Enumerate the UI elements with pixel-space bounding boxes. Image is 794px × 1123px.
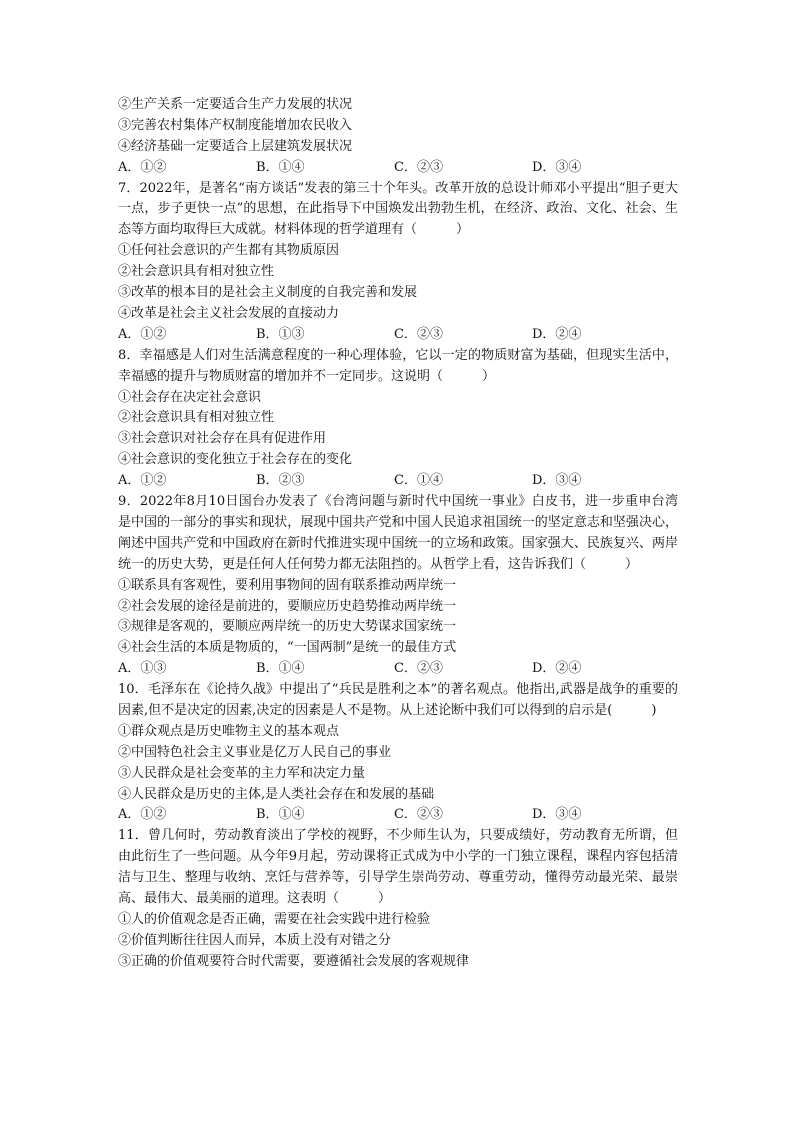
statement: ②价值判断往往因人而异，本质上没有对错之分 [118,932,392,948]
answer-options [118,659,678,680]
option-d: D．②④ [532,326,582,342]
statement: ①任何社会意识的产生都有其物质原因 [118,243,340,259]
option-a: A．①② [118,473,167,489]
statement: ③人民群众是社会变革的主力军和决定力量 [118,765,366,781]
statement: ②社会发展的途径是前进的，要顺应历史趋势推动两岸统一 [118,598,457,614]
statement: ①人的价值观念是否正确，需要在社会实践中进行检验 [118,911,431,927]
option-b: B．①④ [256,159,305,175]
option-d: D．③④ [532,159,582,175]
statement: ④人民群众是历史的主体,是人类社会存在和发展的基础 [118,786,435,802]
option-a: A．①② [118,807,167,823]
question-stem: 11．曾几何时，劳动教育淡出了学校的视野，不少师生认为，只要成绩好，劳动教育无所谓，但由此衍生了一些问题。从今年9月起，劳动课将正式成为中小学的一门独立课程，课程内容包括清洁与卫生、整理与收纳、烹饪与营养等，引导学生崇尚劳动、尊重劳动，懂得劳动最光荣、最崇高、最伟大、最美丽的道理。这表明（ ） [118,828,678,907]
option-d: D．③④ [532,473,582,489]
answer-options [118,805,678,826]
option-c: C．①④ [394,473,443,489]
statement: ④社会意识的变化独立于社会存在的变化 [118,452,353,468]
option-b: B．①④ [256,807,305,823]
statement: ②中国特色社会主义事业是亿万人民自己的事业 [118,744,392,760]
document-page [118,95,678,973]
statement: ③正确的价值观要符合时代需要，要遵循社会发展的客观规律 [118,953,470,969]
question-8 [118,346,678,492]
statement: ②社会意识具有相对独立性 [118,264,275,280]
question-6-tail [118,95,678,179]
statement: ③改革的根本目的是社会主义制度的自我完善和发展 [118,285,418,301]
statement: ③完善农村集体产权制度能增加农民收入 [118,117,353,133]
question-stem: 8．幸福感是人们对生活满意程度的一种心理体验，它以一定的物质财富为基础，但现实生活中，幸福感的提升与物质财富的增加并不一定同步。这说明（ ） [118,347,678,384]
question-7 [118,179,678,346]
statement: ②社会意识具有相对独立性 [118,410,275,426]
statement: ③规律是客观的，要顺应两岸统一的历史大势谋求国家统一 [118,619,457,635]
question-11 [118,826,678,972]
question-stem: 9．2022年8月10日国台办发表了《台湾问题与新时代中国统一事业》白皮书，进一步重申台湾是中国的一部分的事实和现状，展现中国共产党和中国人民追求祖国统一的坚定意志和坚强决心，阐述中国共产党和中国政府在新时代推进实现中国统一的立场和政策。国家强大、民族复兴、两岸统一的历史大势，更是任何人任何势力都无法阻挡的。从哲学上看，这告诉我们（ ） [118,494,678,572]
option-c: C．②③ [394,661,443,677]
question-9 [118,492,678,680]
question-10 [118,680,678,826]
statement: ①社会存在决定社会意识 [118,389,262,405]
option-b: B．①④ [256,661,305,677]
question-stem: 7．2022年，是著名“南方谈话”发表的第三十个年头。改革开放的总设计师邓小平提出“胆子更大一点，步子更快一点”的思想，在此指导下中国焕发出勃勃生机，在经济、政治、文化、社会、生态等方面均取得巨大成就。材料体现的哲学道理有（ ） [118,180,678,238]
statement: ④改革是社会主义社会发展的直接动力 [118,305,340,321]
option-d: D．③④ [532,807,582,823]
statement: ②生产关系一定要适合生产力发展的状况 [118,97,353,112]
option-a: A．①③ [118,661,167,677]
question-stem: 10．毛泽东在《论持久战》中提出了“兵民是胜利之本”的著名观点。他指出,武器是战争的重要的因素,但不是决定的因素,决定的因素是人不是物。从上述论断中我们可以得到的启示是( ) [118,682,678,718]
statement: ④社会生活的本质是物质的，“一国两制”是统一的最佳方式 [118,640,457,656]
statement: ③社会意识对社会存在具有促进作用 [118,431,327,447]
option-c: C．②③ [394,326,443,342]
option-b: B．①③ [256,326,305,342]
answer-options [118,471,678,492]
option-c: C．②③ [394,807,443,823]
option-c: C．②③ [394,159,443,175]
statement: ①群众观点是历史唯物主义的基本观点 [118,723,340,739]
option-a: A．①② [118,159,167,175]
statement: ①联系具有客观性，要利用事物间的固有联系推动两岸统一 [118,577,457,593]
option-a: A．①② [118,326,167,342]
answer-options [118,325,678,346]
option-d: D．②④ [532,661,582,677]
statement: ④经济基础一定要适合上层建筑发展状况 [118,138,353,154]
option-b: B．②③ [256,473,305,489]
answer-options [118,158,678,179]
